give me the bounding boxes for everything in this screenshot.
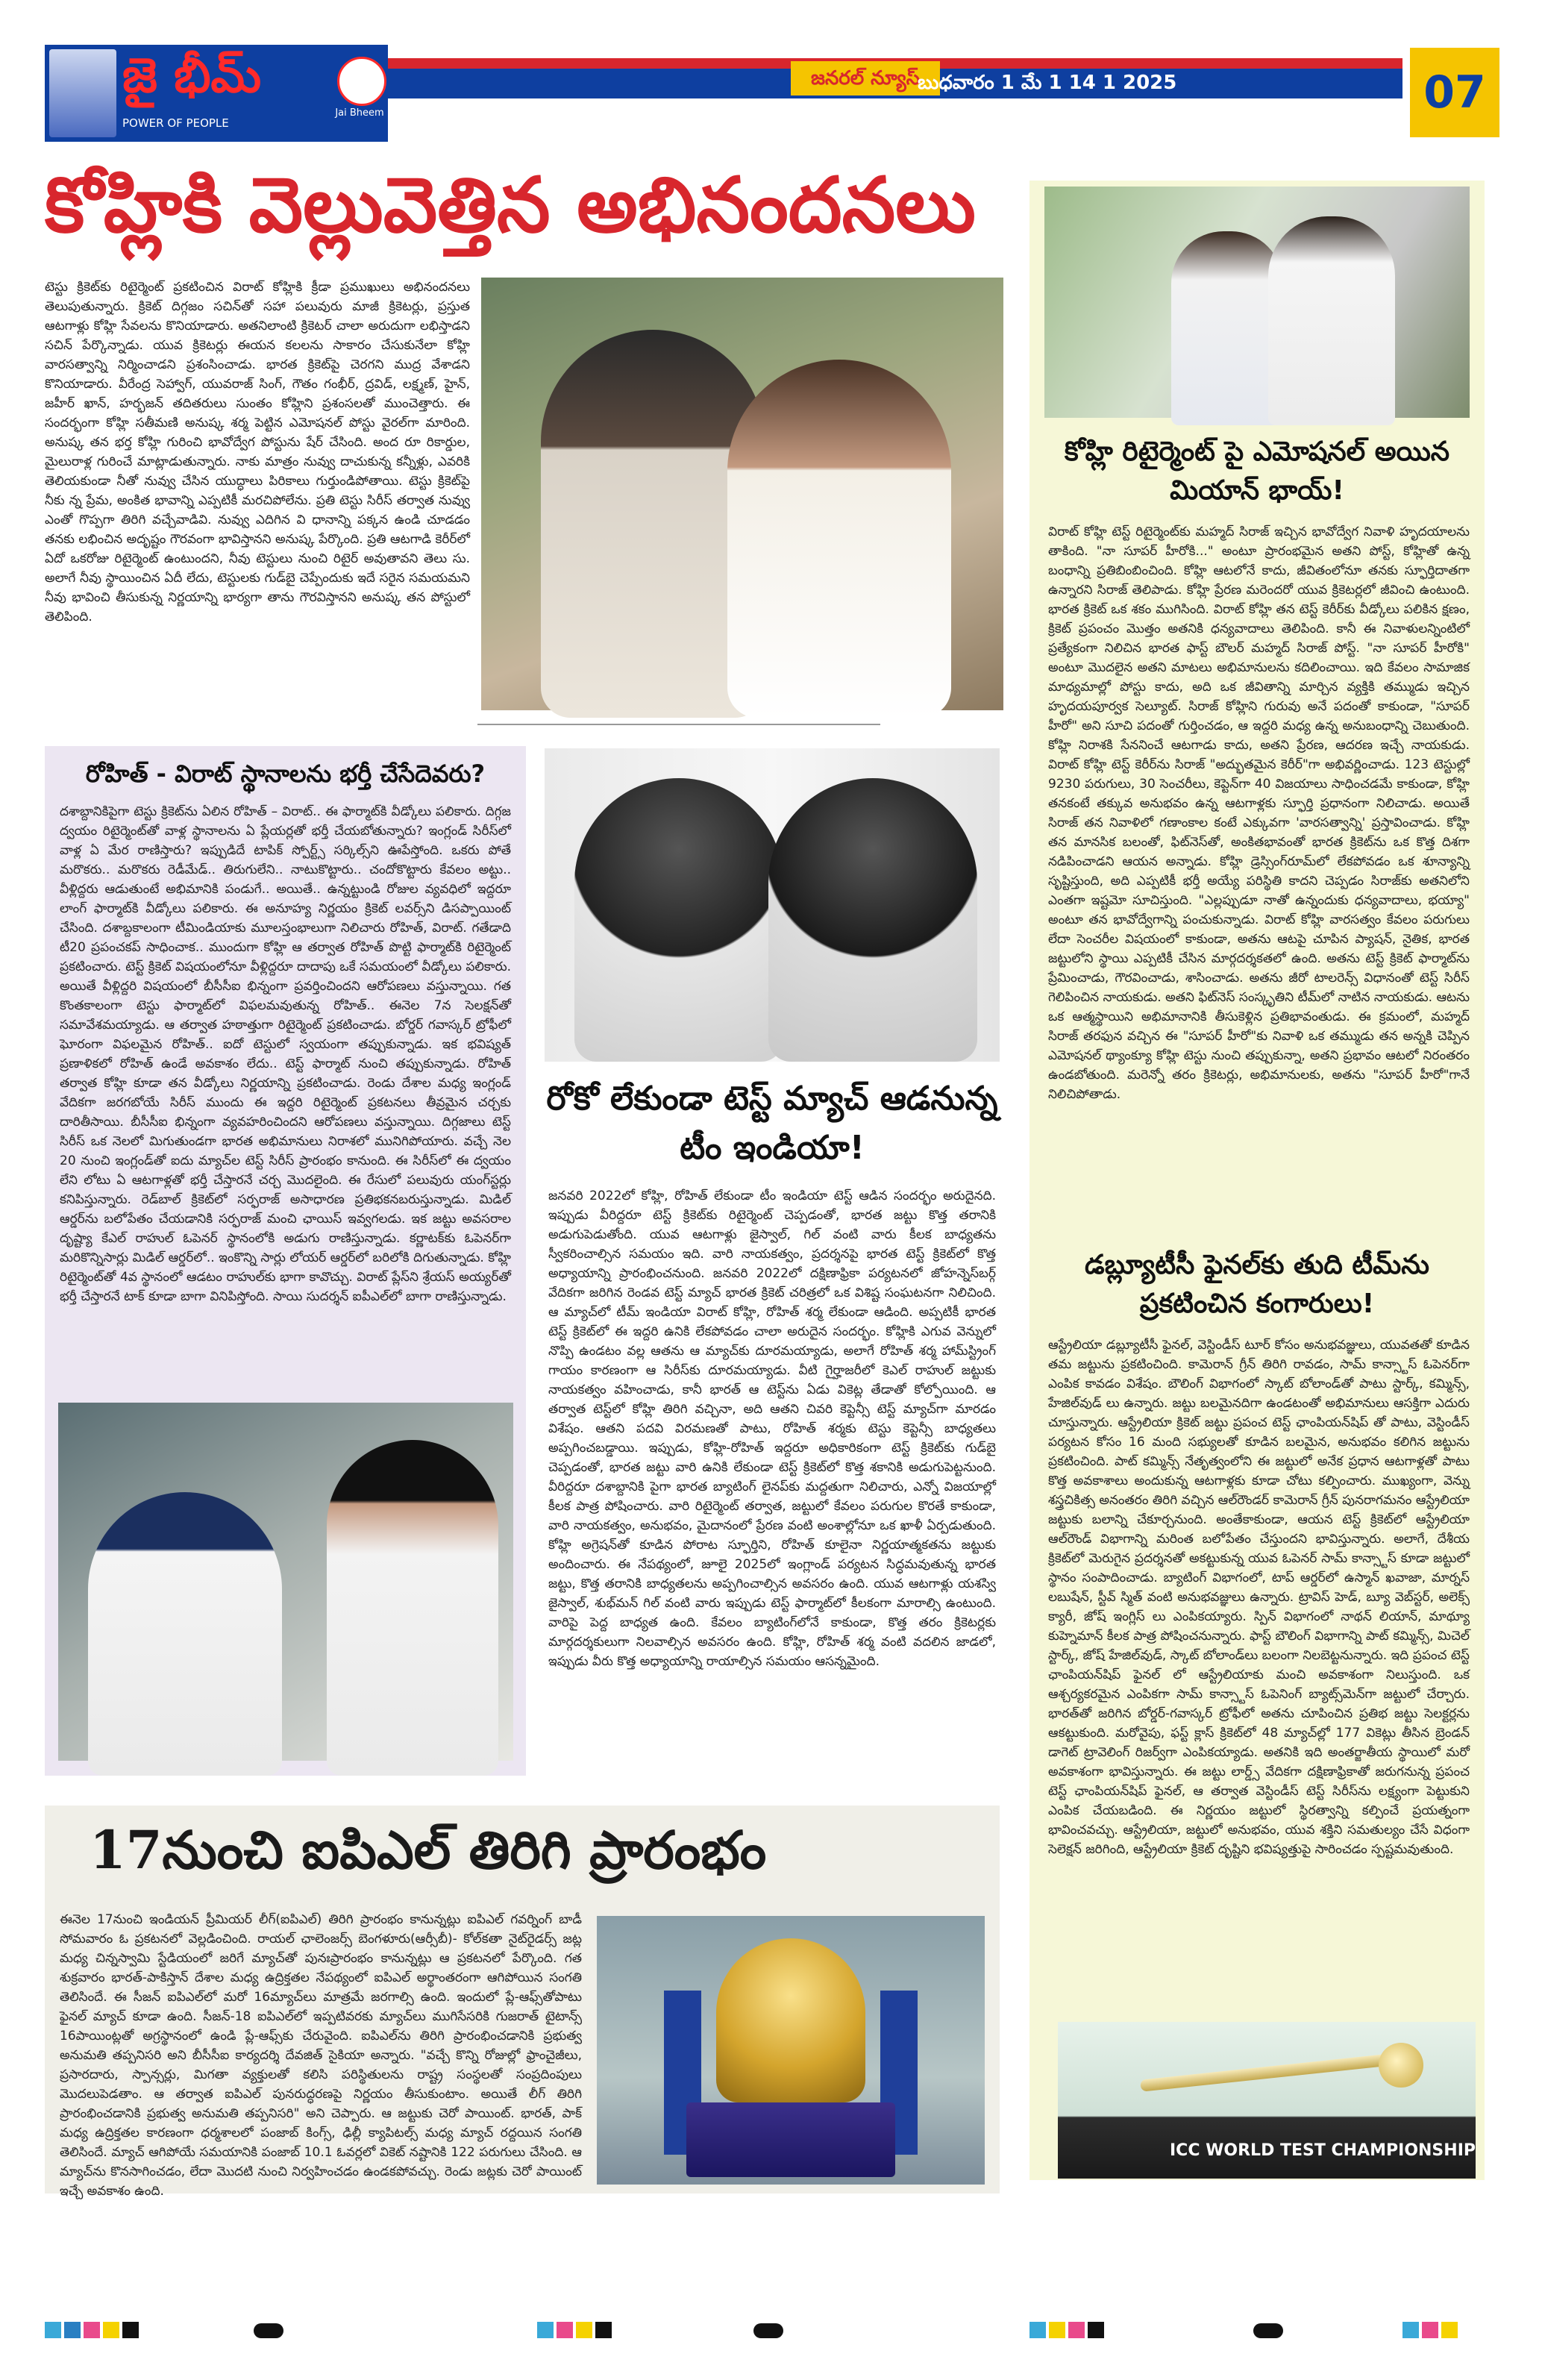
helmet-icon	[574, 778, 783, 1062]
india-story-body: జనవరి 2022లో కోహ్లి, రోహిత్ లేకుండా టీం ఇండియా టెస్ట్ ఆడిన సందర్భం అరుదైనది. ఇప్పుడు వీరిద్దరూ టెస్ట్ క్రికెట్‌కు రిటైర్మెంట్ చెప్పడంతో, భారత జట్టు కొత్త తరానికి అడుగుపెడుతోంది. యువ ఆటగాళ్లు జైస్వాల్, గిల్ వంటి వారు కీలక బాధ్యతను స్వీకరించాల్సిన సమయం ఇది. వారి నాయకత్వం, ప్రదర్శనపై భారత టెస్ట్ క్రికెట్‌లో కొత్త అధ్యాయాన్ని ప్రారంభించనుంది. జనవరి 2022లో దక్షిణాఫ్రికా పర్యటనలో జోహన్నెస్‌బర్గ్ వేదికగా జరిగిన రెండవ టెస్ట్ మ్యాచ్ భారత క్రికెట్ చరిత్రలో ఒక విశిష్ట సంఘటనగా నిలిచింది. ఆ మ్యాచ్‌లో టీమ్ ఇండియా విరాట్ కోహ్లి, రోహిత్ శర్మ లేకుండా ఆడింది. అప్పటికీ భారత టెస్ట్ క్రికెట్‌లో ఈ ఇద్దరి ఉనికి లేకపోవడం చాలా అరుదైన సందర్భం. కోహ్లికి ఎగువ వెన్నులో నొప్పి ఉండటం వల్ల ఆతను ఆ మ్యాచ్‌కు దూరమయ్యాడు, అలాగే రోహిత్ శర్మ హామ్‌స్ట్రింగ్ గాయం కారణంగా ఆ సిరీస్‌కు దూరమయ్యాడు. వీటి గైర్హాజరీలో కెఎల్ రాహుల్ జట్టుకు నాయకత్వం వహించాడు, కానీ భారత్ ఆ టెస్ట్‌ను ఏడు వికెట్ల తేడాతో కోల్పోయింది. ఆ తర్వాత టెస్ట్‌లో కోహ్లి తిరిగి వచ్చినా, అది ఆతని చివరి కెప్టెన్సీ టెస్ట్ మ్యాచ్‌గా మారడం విశేషం. ఆతని పదవి విరమణతో పాటు, రోహిత్ శర్మకు టెస్టు కెప్టెన్సీ బాధ్యతలు అప్పగించబడ్డాయి. ఇప్పుడు, కోహ్లి-రోహిత్ ఇద్దరూ అధికారికంగా టెస్ట్ క్రికెట్‌కు గుడ్‌బై చెప్పడంతో, భారత జట్టు వారి ఉనికి లేకుండా టెస్ట్ క్రికెట్‌లో కొత్త శకానికి అడుగుపెట్టనుంది. వీరిద్దరూ దశాబ్దానికి పైగా భారత బ్యాటింగ్ లైనప్‌కు మద్దతుగా నిలిచారు, ఎన్నో విజయాల్లో కీలక పాత్ర పోషించారు. వారి రిటైర్మెంట్ తర్వాత, జట్టులో కేవలం పరుగుల కొరతే కాకుండా, వారి నాయకత్వం, అనుభవం, మైదానంలో ప్రేరణ వంటి అంశాల్లోనూ ఒక ఖాళీ ఏర్పడుతుంది. కోహ్లి అగ్రెషన్‌తో కూడిన పోరాట స్ఫూర్తిని, రోహిత్ కూలైనా నిర్ణయాత్మకతను జట్టుకు అందించారు. ఈ నేపథ్యంలో, జూలై 2025లో ఇంగ్లాండ్ పర్యటన సిద్ధమవుతున్న భారత జట్టు, కొత్త తరానికి బాధ్యతలను అప్పగించాల్సిన అవసరం ఉంది. యువ ఆటగాళ్లు యశస్వి జైస్వాల్, శుభ్‌మన్ గిల్ వంటి వారు ఇప్పుడు టెస్ట్ ఫార్మాట్‌లో కీలకంగా మారాల్సి ఉంటుంది. వారిపై పెద్ద బాధ్యత ఉంది. కేవలం బ్యాటింగ్‌లోనే కాకుండా, కొత్త తరం క్రికెటర్లకు మార్గదర్శకులుగా నిలవాల్సిన అవసరం ఉంది. కోహ్లి, రోహిత్ శర్మ వంటి వదలిన జాడలో, ఇప్పుడు వీరు కొత్త అధ్యాయాన్ని రాయాల్సిన సమయం ఆసన్నమైంది.	[548, 1189, 996, 1669]
seal-label: Jai Bheem	[335, 107, 384, 119]
main-story-body: టెస్టు క్రికెట్‌కు రిటైర్మెంట్ ప్రకటించిన విరాట్ కోహ్లికి క్రీడా ప్రముఖులు అభినందనలు తెలుపుతున్నారు. క్రికెట్ దిగ్గజం సచిన్‌తో సహా పలువురు మాజీ క్రికెటర్లు, ప్రస్తుత ఆటగాళ్లు కోహ్లి సేవలను కొనియాడారు. అతనిలాంటి క్రికెటర్ చాలా అరుదుగా లభిస్తాడని సచిన్ పేర్కొన్నాడు. యువ క్రికెటర్లు ఈయన కలలను సాకారం చేసుకునేలా కోహ్లి వారసత్వాన్ని నిర్మించాడని ప్రశంసించాడు. భారత క్రికెట్‌పై చెరగని ముద్ర వేశాడని కొనియాడారు. వీరేంద్ర సెహ్వాగ్, యువరాజ్ సింగ్, గౌతం గంభీర్, ద్రవిడ్, లక్ష్మణ్, హైన్, జహీర్ ఖాన్, హర్భజన్ తదితరులు సుంతం కోహ్లిని ప్రశంసలతో ముంచెత్తారు. ఈ సందర్భంగా కోహ్లి సతీమణి అనుష్క శర్మ పెట్టిన ఎమోషనల్ పోస్టు వైరల్‌గా మారింది. అనుష్క తన భర్త కోహ్లి గురించి భావోద్వేగ పోస్టును షేర్ చేసింది. అంద రూ రికార్డుల, మైలురాళ్ల గురించే మాట్లాడుతున్నారు. నాకు మాత్రం నువ్వు దాచుకున్న కన్నీళ్లు, ఎవరికి తెలియకుండా నీతో నువ్వు చేసిన యుద్ధాలు పిరికాలు గుర్తుండిపోతాయి. టెస్టు క్రికెట్‌పై నీకు న్న ప్రేమ, అంకిత భావాన్ని ఎప్పటికీ మరచిపోలేను. ప్రతి టెస్టు సిరీస్ తర్వాత నువ్వు ఎంతో గొప్పగా తిరిగి వచ్చేవాడివి. నువ్వు ఎదిగిన వి ధానాన్ని పక్కన ఉండి చూడడం తనకు లభించిన అదృష్టం గౌరవంగా భావిస్తానని అనుష్క పేర్కొంది. ప్రతి ఆటగాడి కెరీర్‌లో ఏదో ఒకరోజు రిటైర్మెంట్ ఉంటుందని, నీవు టెస్టులు నుంచి రిటైర్ అవుతావని తెలు సు. అలాగే నీవు స్థాయించిన ఏదీ లేదు, టెస్టులకు గుడ్‌బై చెప్పేందుకు ఇదే సరైన సమయమని నీవు భావించి తీసుకున్న నిర్ణయాన్ని భార్యగా తాను గౌరవిస్తానని అనుష్క తన పోస్టులో తెలిపింది.	[45, 280, 470, 624]
page-number: 07	[1410, 48, 1499, 137]
registration-pill-icon	[1253, 2323, 1283, 2338]
person-figure-icon	[88, 1492, 282, 1776]
mace-icon	[1140, 2053, 1394, 2091]
wtc-logo-text: ICC WORLD TEST CHAMPIONSHIP	[1170, 2141, 1476, 2160]
person-figure-icon	[1171, 231, 1283, 425]
rohit-story-body: దశాబ్దానికిపైగా టెస్టు క్రికెట్‌ను ఏలిన రోహిత్ – విరాట్.. ఈ ఫార్మాట్‌కి వీడ్కోలు పలికారు. దిగ్గజ ద్వయం రిటైర్మెంట్‌తో వాళ్ల స్థానాలను ఏ ప్లేయర్లతో భర్తీ చేయబోతున్నారు? ఇంగ్లండ్ సిరీస్‌లో వాళ్ల ఏ మేర రాణిస్తారు? ఇప్పుడిదే టాపిక్ స్పోర్ట్స్ సర్కిల్స్‌ని ఊపేస్తోంది. ఒకరు పోతే మరొకరు.. మరొకరు రెడీమేడ్.. తిరుగులేని.. నాటుకొట్టారు.. చందోకొట్టారు కేవలం అట్టు.. వీళ్లిద్దరు ఆడుతుంటే అభిమానికి పండుగే.. అయితే.. ఉన్నట్టుండి రోజుల వ్యవధిలో ఇద్దరూ లాంగ్ ఫార్మాట్‌కి వీడ్కోలు పలికారు. ఈ అనూహ్య నిర్ణయం క్రికెట్ లవర్స్‌ని డిసప్పాయింట్ చేసింది. దశాబ్దకాలంగా టీమిండియాకు మూలస్తంభాలుగా నిలిచారు రోహిత్, విరాట్. గతేడాది టీ20 ప్రపంచకప్ సాధించాక.. ముందుగా కోహ్లి ఆ తర్వాత రోహిత్ పొట్టి ఫార్మాట్‌కి రిటైర్మెంట్ ప్రకటించారు. టెస్ట్ క్రికెట్ విషయంలోనూ వీళ్లిద్దరూ దాదాపు ఒకే సమయంలో వీడ్కోలు పలికారు. అయితే వీళ్లిద్దరి విషయంలో బీసీసీఐ భిన్నంగా ప్రవర్తించిందని ఆరోపణలు వస్తున్నాయి. గత కొంతకాలంగా టెస్టు ఫార్మాట్‌లో విఫలమవుతున్న రోహిత్.. ఈనెల 7న సెలక్షన్‌తో సమావేశమయ్యాడు. ఆ తర్వాత హఠాత్తుగా రిటైర్మెంట్ ప్రకటించాడు. బోర్డర్ గవాస్కర్ ట్రోఫీలో ఘోరంగా విఫలమైన రోహిత్.. ఐదో టెస్టులో స్వయంగా తప్పుకున్నాడు. ఇక భవిష్యత్ ప్రణాళికలో రోహిత్ ఉండే అవకాశం లేదు.. టెస్ట్ ఫార్మాట్ నుంచి తప్పుకున్నాడు. రోహిత్ తర్వాత కోహ్లి కూడా తన వీడ్కోలు నిర్ణయాన్ని ప్రకటించాడు. రెండు దేశాల మధ్య ఇంగ్లండ్ వేదికగా జరగబోయే సిరీస్ ముందు ఈ ఇద్దరి రిటైర్మెంట్ ప్రకటనలు తీవ్రమైన చర్చకు దారితీసాయి. బీసీసీఐ భిన్నంగా వ్యవహరించిందని ఆరోపణలు వస్తున్నాయి. దిగ్గజాలు టెస్ట్ సిరీస్ ఒక నెలలో మిగుతుండగా భారత అభిమానులు నిరాశలో మునిగిపోయారు. వచ్చే నెల 20 నుంచి ఇంగ్లండ్‌తో ఐదు మ్యాచ్‌ల టెస్ట్ సిరీస్ ప్రారంభం కానుంది. ఈ సిరీస్‌లో ఈ ద్వయం లేని లోటు ఏ ఆటగాళ్లతో భర్తీ చేస్తారనే చర్చ మొదలైంది. ఈ రేసులో పలువురు యంగ్‌స్టర్లు కనిపిస్తున్నారు. రెడ్‌బాల్ క్రికెట్‌లో సర్ఫరాజ్ అసాధారణ ప్రతిభకనబరుస్తున్నాడు. మిడిల్ ఆర్డర్‌ను బలోపేతం చేయడానికి సర్ఫరాజ్ మంచి ఛాయిస్ ఇవ్వగలడు. ఇక జట్టు అవసరాల దృష్ట్యా కేఎల్ రాహుల్ ఓపెనర్‌ స్థానంలోకి అడుగు రాణిస్తున్నాడు. కర్ణాటక్‌కు ఓపెనర్‌గా మరికొన్నిసార్లు మిడిల్ ఆర్డర్‌లో.. ఇంకొన్ని సార్లు లోయర్ ఆర్డర్‌లో బరిలోకి దిగుతున్నాడు. కోహ్లి రిటైర్మెంట్‌తో 4వ స్థానంలో ఆడటం రాహుల్‌కు భాగా కావొచ్చు. విరాట్ ప్లేస్‌ని శ్రేయస్ అయ్యర్‌తో భర్తీ చేస్తారనే టాక్ కూడా బాగా వినిపిస్తోంది. సాయి సుదర్శన్ ఐపీఎల్‌లో బాగా రాణిస్తున్నాడు.	[60, 804, 511, 1304]
issue-date: బుధవారం 1 మే 1 14 1 2025	[918, 72, 1177, 94]
siraj-headline: కోహ్లి రిటైర్మెంట్ పై ఎమోషనల్ అయిన మియాన్ భాయ్!	[1064, 436, 1450, 506]
ipl-story-body: ఈనెల 17నుంచి ఇండియన్ ప్రీమియర్ లీగ్(ఐపిఎల్) తిరిగి ప్రారంభం కానున్నట్లు ఐపిఎల్ గవర్నింగ్ బాడీ సోమవారం ఓ ప్రకటనలో వెల్లడించింది. రాయల్ ఛాలెంజర్స్ బెంగళూరు(ఆర్సీబీ)- కోల్‌కతా నైట్‌రైడర్స్ జట్ల మధ్య చిన్నస్వామి స్టేడియంలో జరిగే మ్యాచ్‌తో పునఃప్రారంభం కానున్నట్లు ఆ ప్రకటనలో పేర్కొంది. గత శుక్రవారం భారత్-పాకిస్తాన్ దేశాల మధ్య ఉద్రిక్తతల నేపథ్యంలో ఐపిఎల్ అర్థాంతరంగా ఆగిపోయిన సంగతి తెలిసిందే. ఈ సీజన్ ఐపిఎల్‌లో మరో 16మ్యాచ్‌లు మాత్రమే జరగాల్సి ఉంది. ఇందులో ప్లే-ఆఫ్స్‌తోపాటు ఫైనల్ మ్యాచ్ కూడా ఉంది. సీజన్-18 ఐపిఎల్‌లో ఇప్పటివరకు మ్యాచ్‌లు ముగిసేసరికి గుజరాత్ టైటాన్స్ 16పాయింట్లతో అగ్రస్థానంలో ఉండి ప్లే-ఆఫ్స్‌కు చేరువైంది. ఐపిఎల్‌ను తిరిగి ప్రారంభించడానికి ప్రభుత్వ అనుమతి తప్పనిసరి అని బీసీసీఐ కార్యదర్శి దేవజిత్ సైకియా అన్నారు. "వచ్చే కొన్ని రోజుల్లో ఫ్రాంచైజీలు, ప్రసారదారు, స్పాన్సర్లు, మిగతా వ్యక్తులతో కలిసి పరిస్థితులను రాష్ట్ర సంస్థలతో సంప్రదింపులు మొదలుపెడతాం. ఆ తర్వాత ఐపిఎల్ పునరుద్ధరణపై నిర్ణయం తీసుకుంటాం. అయితే లీగ్ తిరిగి ప్రారంభించడానికి ప్రభుత్వ అనుమతి తప్పనిసరి" అని చెప్పారు. ఆ జట్టుకు చెరో పాయింట్. భారత్, పాక్ మధ్య ఉద్రిక్తతల కారణంగా ధర్మశాలలో పంజాబ్ కింగ్స్, ఢిల్లీ క్యాపిటల్స్ మధ్య మ్యాచ్ రద్దయిన సంగతి తెలిసిందే. మ్యాచ్ ఆగిపోయే సమయానికి పంజాబ్ 10.1 ఓవర్లలో వికెట్ నష్టానికి 122 పరుగులు చేసింది. ఆ మ్యాచ్‌ను కొనసాగించడం, లేదా మొదటి నుంచి నిర్వహించడం ఉండకపోవచ్చు. రెండు జట్లకు చెరో పాయింట్ ఇచ్చే అవకాశం ఉంది.	[60, 1912, 582, 2199]
siraj-kohli-photo	[1044, 187, 1470, 418]
ipl-trophy-photo	[597, 1916, 985, 2185]
color-registration-marks	[537, 2322, 615, 2340]
paper-title: జై భీమ్	[122, 48, 262, 104]
ipl-headline: 17నుంచి ఐపిఎల్ తిరిగి ప్రారంభం	[90, 1819, 767, 1881]
registration-pill-icon	[254, 2323, 283, 2338]
masthead-logo	[45, 45, 388, 142]
mace-head-icon	[1379, 2043, 1423, 2088]
ambedkar-portrait-icon	[49, 49, 116, 137]
kohli-anushka-photo	[481, 278, 1003, 710]
rohit-headline: రోహిత్ - విరాట్ స్థానాలను భర్తీ చేసేదెవరు?	[85, 760, 486, 788]
paper-tagline: POWER OF PEOPLE	[122, 116, 229, 130]
wtc-mace-photo	[1058, 2022, 1476, 2179]
india-headline: రోకో లేకుండా టెస్ట్ మ్యాచ్ ఆడనున్న టీం ఇండియా!	[546, 1080, 998, 1167]
helmets-photo	[545, 748, 1000, 1062]
color-registration-marks	[45, 2322, 142, 2340]
trophy-icon	[716, 1938, 865, 2102]
main-headline: కోహ్లికి వెల్లువెత్తిన అభినందనలు	[45, 160, 976, 250]
wtc-headline: డబ్ల్యూటీసీ ఫైనల్‌కు తుది టీమ్‌ను ప్రకటించిన కంగారులు!	[1085, 1250, 1429, 1319]
person-figure-icon	[327, 1440, 498, 1776]
registration-pill-icon	[753, 2323, 783, 2338]
seal-icon	[337, 57, 386, 106]
person-figure-icon	[1268, 216, 1395, 425]
rohit-kohli-photo	[58, 1403, 513, 1761]
section-label: జనరల్ న్యూస్	[791, 61, 940, 95]
color-registration-marks	[1029, 2322, 1107, 2340]
siraj-story-body: విరాట్ కోహ్లి టెస్ట్ రిటైర్మెంట్‌కు మహ్మద్ సిరాజ్ ఇచ్చిన భావోద్వేగ నివాళి హృదయాలను తాకింది. "నా సూపర్ హీరోకి..." అంటూ ప్రారంభమైన అతని పోస్ట్, కోహ్లితో ఉన్న బంధాన్ని ప్రతిబింబించింది. కోహ్లి ఆటలోనే కాదు, జీవితంలోనూ తనకు స్ఫూర్తిదాతగా ఉన్నారని సిరాజ్ తెలిపాడు. కోహ్లి ప్రేరణ మరెందరో యువ క్రికెటర్లలో జీవించి ఉంటుంది. భారత క్రికెట్ ఒక శకం ముగిసింది. విరాట్ కోహ్లి తన టెస్ట్ కెరీర్‌కు వీడ్కోలు పలికిన క్షణం, క్రికెట్ ప్రపంచం మొత్తం అతనికి ధన్యవాదాలు తెలిపింది. కానీ ఈ నివాళులన్నింటిలో ప్రత్యేకంగా నిలిచిన భారత ఫాస్ట్ బౌలర్ మహ్మద్ సిరాజ్ పోస్ట్. "నా సూపర్ హీరోకి" అంటూ మొదలైన అతని మాటలు అభిమానులను కదిలించాయి. ఇది కేవలం సామాజిక మాధ్యమాల్లో పోస్టు కాదు, అది ఒక జీవితాన్ని మార్చిన వ్యక్తికి తమ్ముడు ఇచ్చిన హృదయపూర్వక సెల్యూట్. సిరాజ్ కోహ్లిని గురువు అనే పదంతో కాకుండా, "సూపర్ హీరో" అని సూచి పదంతో గుర్తించడం, ఆ ఇద్దరి మధ్య ఉన్న అనుబంధాన్ని చెబుతుంది. కోహ్లి నిరాశకి సేననించే ఆటగాడు కాదు, అతని ప్రేరణ, ఆదరణ ఇచ్చే నాయకుడు. విరాట్ కోహ్లి టెస్ట్ కెరీర్‌ను సిరాజ్ "అద్భుతమైన కెరీర్‌"గా అభివర్ణించాడు. 123 టెస్టుల్లో 9230 పరుగులు, 30 సెంచరీలు, కెప్టెన్‌గా 40 విజయాలు సాధించడమే కాకుండా, కోహ్లి తనకంటే తక్కువ అనుభవం ఉన్న ఆటగాళ్లకు స్ఫూర్తి ప్రధానంగా నిలిచాడు. అయితే సిరాజ్ తన నివాళిలో గణాంకాల కంటే ఎక్కువగా 'వారసత్వాన్ని' ప్రస్తావించాడు. కోహ్లి తన మానసిక బలంతో, ఫిట్‌నెస్‌తో, అంకితభావంతో భారత క్రికెట్‌ను ఒక కొత్త దిశగా నడిపించాడని ఆయన అన్నాడు. కోహ్లి డ్రెస్సింగ్‌రూమ్‌లో లేకపోవడం ఒక శూన్యాన్ని సృష్టిస్తుంది, అది ఎప్పటికీ భర్తీ అయ్యే పరిస్థితి కాదని చెప్పడం సిరాజ్‌కు అతనిలోని ఎంతగా ఇష్టమో సూచిస్తుంది. "ఎల్లప్పుడూ నాతో ఉన్నందుకు ధన్యవాదాలు, భయ్యా" అంటూ తన భావోద్వేగాన్ని పంచుకున్నాడు. విరాట్ కోహ్లి వారసత్వం కేవలం పరుగులు లేదా సెంచరీల విషయంలో కాకుండా, అతను ఆటపై చూపిన ప్యాషన్, నైతిక, భారత జట్టులోని స్థాయి ఎప్పటికీ చేసిన మార్గదర్శకతలో ఉంది. అతను టెస్ట్ క్రికెట్ ఫార్మాట్‌ను ప్రేమించాడు, గౌరవించాడు, శాసించాడు. అతను జీరో టాలరెన్స్ విధానంతో టెస్ట్ సిరీస్ గెలిపించిన నాయకుడు. అతని ఫిట్‌నెస్ సంస్కృతిని టీమ్‌లో నాటిన నాయకుడు. ఆటను ఒక ఆత్మస్థాయిని అభిమానానికి తీసుకెళ్లిన ప్రతిభావంతుడు. ఈ క్రమంలో, మహ్మద్ సిరాజ్ తరఫున వచ్చిన ఈ "సూపర్ హీరో"కు నివాళి ఒక తమ్ముడు తన అన్నకి చెప్పిన ఎమోషనల్ థ్యాంక్యూ కోహ్లి టెస్టు నుంచి తప్పుకున్నా, అతని ప్రభావం ఆటలో నిరంతరం ఉండబోతుంది. మరెన్నో తరం క్రికెటర్లు, అభిమానులకు, అతను "సూపర్ హీరో"గానే నిలిచిపోతాడు.	[1048, 524, 1470, 1102]
trophy-base-icon	[686, 2102, 895, 2177]
wtc-story-body: ఆస్ట్రేలియా డబ్ల్యూటీసీ ఫైనల్, వెస్టిండీస్ టూర్ కోసం అనుభవజ్ఞులు, యువతతో కూడిన తమ జట్టును ప్రకటించింది. కామెరాన్ గ్రీన్ తిరిగి రావడం, సామ్ కాన్స్టాస్ ఓపెనర్‌గా ఎంపిక కావడం విశేషం. బౌలింగ్ విభాగంలో స్కాట్ బోలాండ్‌తో పాటు స్టార్క్, కమ్మిన్స్, హేజిల్‌వుడ్ లు ఉన్నారు. జట్టు బలమైనదిగా ఉండటంతో అభిమానులు ఆసక్తిగా ఎదురు చూస్తున్నారు. ఆస్ట్రేలియా క్రికెట్ జట్టు ప్రపంచ టెస్ట్ ఛాంపియన్‌షిప్ తో పాటు, వెస్టిండీస్ పర్యటన కోసం 16 మంది సభ్యులతో కూడిన బలమైన, అనుభవం కలిగిన జట్టును ప్రకటించింది. పాట్ కమ్మిన్స్ నేతృత్వంలోని ఈ జట్టులో అనేక ప్రధాన ఆటగాళ్లతో పాటు కొత్త అవకాశాలు అందుకున్న ఆటగాళ్లకు కూడా చోటు కల్పించారు. ముఖ్యంగా, వెన్ను శస్త్రచికిత్స అనంతరం తిరిగి వచ్చిన ఆల్‌రౌండర్ కామెరాన్ గ్రీన్ పునరాగమనం ఆస్ట్రేలియా జట్టుకు బలాన్ని చేకూర్చనుంది. అంతేకాకుండా, ఆయన టెస్ట్ క్రికెట్‌లో ఆస్ట్రేలియా ఆల్‌రౌండ్ విభాగాన్ని మరింత బలోపేతం చేస్తుందని భావిస్తున్నారు. అలాగే, దేశీయ క్రికెట్‌లో మెరుగైన ప్రదర్శనతో అకట్టుకున్న యువ ఓపెనర్ సామ్ కాన్స్టాస్ కూడా జట్టులో స్థానం సంపాదించాడు. బ్యాటింగ్ విభాగంలో, టాప్ ఆర్డర్‌లో ఉస్మాన్ ఖవాజా, మార్నస్ లబుషేన్, స్టీవ్ స్మిత్ వంటి అనుభవజ్ఞులు ఉన్నారు. ట్రావిస్ హెడ్, బ్యూ వెబ్‌స్టర్, అలెక్స్ క్యారీ, జోష్ ఇంగ్లిస్ లు ఎంపికయ్యారు. స్పిన్ విభాగంలో నాథన్ లియాన్, మాథ్యూ కుహ్నెమాన్ కీలక పాత్ర పోషించనున్నారు. ఫాస్ట్ బౌలింగ్ విభాగాన్ని పాట్ కమ్మిన్స్, మిచెల్ స్టార్క్, జోష్ హేజిల్‌వుడ్, స్కాట్ బోలాండ్‌లు బలంగా నిలబెట్టనున్నారు. ఇది ప్రపంచ టెస్ట్ ఛాంపియన్‌షిప్ ఫైనల్ లో ఆస్ట్రేలియాకు మంచి అవకాశంగా నిలుస్తుంది. ఒక ఆశ్చర్యకరమైన ఎంపికగా సామ్ కాన్స్టాస్ ఓపెనింగ్ బ్యాట్స్‌మెన్‌గా జట్టులో చేర్చారు. భారత్‌తో జరిగిన బోర్డర్-గవాస్కర్ ట్రోఫీలో అతను చూపించిన ప్రతిభ జట్టు సెలక్టర్లను ఆకట్టుకుంది. మరోవైపు, ఫస్ట్ క్లాస్ క్రికెట్‌లో 48 మ్యాచ్‌ల్లో 177 వికెట్లు తీసిన బ్రెండన్ డాగెట్ ట్రావెలింగ్ రిజర్వ్‌గా ఎంపికయ్యాడు. అతనికి ఇది అంతర్జాతీయ స్థాయిలో మరో అవకాశంగా భావిస్తున్నారు. ఈ జట్టు లార్డ్స్ వేదికగా దక్షిణాఫ్రికాతో జరుగనున్న ప్రపంచ టెస్ట్ ఛాంపియన్‌షిప్ ఫైనల్, ఆ తర్వాత వెస్టిండీస్ టెస్ట్ సిరీస్‌ను లక్ష్యంగా పెట్టుకుని ఎంపిక చేయబడింది. ఈ నిర్ణయం జట్టులో స్థిరత్వాన్ని కల్పించే ప్రయత్నంగా భావించవచ్చు. ఆస్ట్రేలియా, జట్టులో అనుభవం, యువ శక్తిని సమతుల్యం చేసే విధంగా సెలెక్షన్ జరిగింది, ఆస్ట్రేలియా క్రికెట్ దృష్టిని భవిష్యత్తుపై సారించడం స్పష్టమవుతుంది.	[1048, 1338, 1470, 1857]
color-registration-marks	[1402, 2322, 1461, 2340]
helmet-icon	[768, 778, 977, 1062]
person-figure-icon	[727, 360, 951, 718]
divider	[477, 724, 880, 725]
